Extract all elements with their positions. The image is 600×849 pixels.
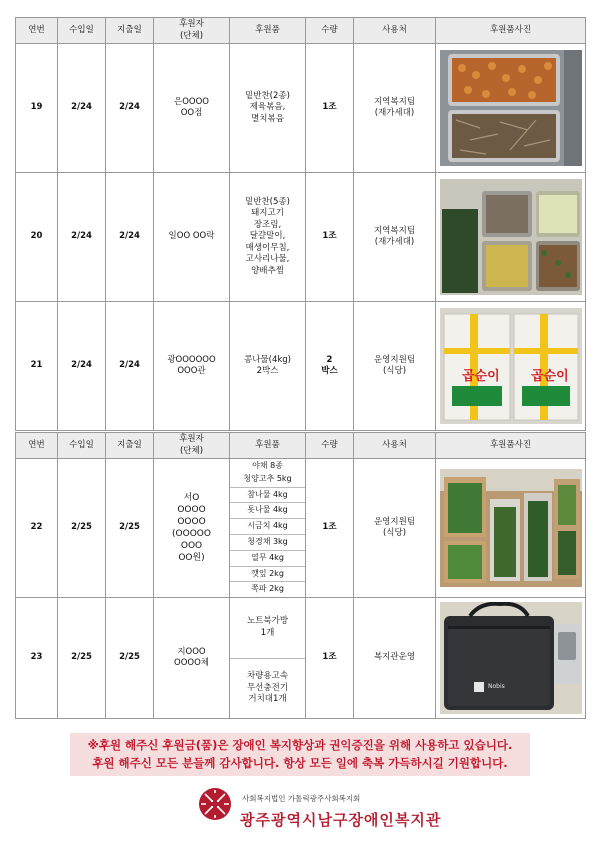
row-user: 지역복지팀 (재가세대) xyxy=(354,173,436,302)
row-in-date: 2/25 xyxy=(58,598,106,719)
laptop-bag-photo xyxy=(440,602,582,714)
row-user: 복지관운영 xyxy=(354,598,436,719)
donation-table-1 xyxy=(15,17,586,431)
cross-logo-icon xyxy=(198,787,232,821)
side-dish-photo xyxy=(440,179,582,295)
header-item: 후원품 xyxy=(230,18,306,44)
row-photo xyxy=(436,302,586,431)
vegetable-boxes-photo xyxy=(440,469,582,587)
header-user: 사용처 xyxy=(354,18,436,44)
bean-sprout-box-photo xyxy=(440,308,582,424)
row-qty: 1조 xyxy=(306,173,354,302)
organization-footer xyxy=(198,785,458,837)
row-item: 밑반찬(2종) 제육볶음, 멸치볶음 xyxy=(230,44,306,173)
svg-text:곱순이: 곱순이 xyxy=(461,369,500,384)
vegetable-list: 야채 8종 청양고추 5kg 참나물 4kg 돗나물 4kg 시금치 4kg 청경채 3kg 열무 4kg 깻잎 2kg 쪽파 2kg xyxy=(230,459,305,597)
header-out-date: 지출일 xyxy=(106,433,154,459)
table-row xyxy=(16,598,586,719)
row-user: 지역복지팀 (재가세대) xyxy=(354,44,436,173)
row-out-date: 2/25 xyxy=(106,459,154,598)
donation-table-2 xyxy=(15,432,586,719)
row-item: 콩나물(4kg) 2박스 xyxy=(230,302,306,431)
row-qty: 1조 xyxy=(306,598,354,719)
svg-text:Nobis: Nobis xyxy=(487,683,505,691)
row-in-date: 2/24 xyxy=(58,173,106,302)
row-donor: 광OOOOOO OOO관 xyxy=(154,302,230,431)
row-item xyxy=(230,459,306,598)
header-in-date: 수입일 xyxy=(58,18,106,44)
notice-line-2: 후원 해주신 모든 분들께 감사합니다. 항상 모든 일에 축복 가득하시길 기원합니다. xyxy=(92,756,508,770)
row-item: 밑반찬(5종) 돼지고기 장조림, 달걀말이, 매생이무침, 고사리나물, 양배추찜 xyxy=(230,173,306,302)
row-donor: 은OOOO OO점 xyxy=(154,44,230,173)
row-out-date: 2/24 xyxy=(106,44,154,173)
header-photo: 후원품사진 xyxy=(436,433,586,459)
header-qty: 수량 xyxy=(306,18,354,44)
row-qty: 2 박스 xyxy=(306,302,354,431)
header-photo: 후원품사진 xyxy=(436,18,586,44)
header-qty: 수량 xyxy=(306,433,354,459)
row-donor: 지OOO OOOO체 xyxy=(154,598,230,719)
header-no: 연번 xyxy=(16,18,58,44)
svg-text:곱순이: 곱순이 xyxy=(530,369,569,384)
header-item: 후원품 xyxy=(230,433,306,459)
table-row xyxy=(16,459,586,598)
organization-parent: 사회복지법인 가톨릭광주사회복지회 xyxy=(242,794,361,803)
table-row xyxy=(16,302,586,431)
row-photo xyxy=(436,459,586,598)
header-user: 사용처 xyxy=(354,433,436,459)
header-donor: 후원자 (단체) xyxy=(154,433,230,459)
row-out-date: 2/25 xyxy=(106,598,154,719)
row-photo xyxy=(436,598,586,719)
row-user: 운영지원팀 (식당) xyxy=(354,459,436,598)
row-donor: 일OO OO락 xyxy=(154,173,230,302)
thank-you-notice xyxy=(70,733,530,776)
header-row xyxy=(16,433,586,459)
row-item xyxy=(230,598,306,719)
row-photo xyxy=(436,44,586,173)
row-user: 운영지원팀 (식당) xyxy=(354,302,436,431)
row-no: 20 xyxy=(16,173,58,302)
organization-name: 광주광역시남구장애인복지관 xyxy=(240,811,442,829)
side-dish-photo xyxy=(440,50,582,166)
row-donor: 서O OOOO OOOO (OOOOO OOO OO원) xyxy=(154,459,230,598)
notice-line-1: ※후원 해주신 후원금(품)은 장애인 복지향상과 권익증진을 위해 사용하고 있습니다. xyxy=(87,738,513,752)
header-in-date: 수입일 xyxy=(58,433,106,459)
header-out-date: 지출일 xyxy=(106,18,154,44)
row-in-date: 2/24 xyxy=(58,44,106,173)
row-no: 22 xyxy=(16,459,58,598)
row-qty: 1조 xyxy=(306,44,354,173)
row-qty: 1조 xyxy=(306,459,354,598)
row-photo xyxy=(436,173,586,302)
item-wireless-charger: 차량용고속 무선충전기 거치대1개 xyxy=(246,671,289,705)
row-out-date: 2/24 xyxy=(106,302,154,431)
table-row xyxy=(16,44,586,173)
row-out-date: 2/24 xyxy=(106,173,154,302)
header-donor: 후원자 (단체) xyxy=(154,18,230,44)
row-in-date: 2/25 xyxy=(58,459,106,598)
header-no: 연번 xyxy=(16,433,58,459)
row-no: 19 xyxy=(16,44,58,173)
item-laptop-bag: 노트북가방 1개 xyxy=(230,598,305,659)
table-row xyxy=(16,173,586,302)
row-in-date: 2/24 xyxy=(58,302,106,431)
header-row xyxy=(16,18,586,44)
row-no: 21 xyxy=(16,302,58,431)
row-no: 23 xyxy=(16,598,58,719)
